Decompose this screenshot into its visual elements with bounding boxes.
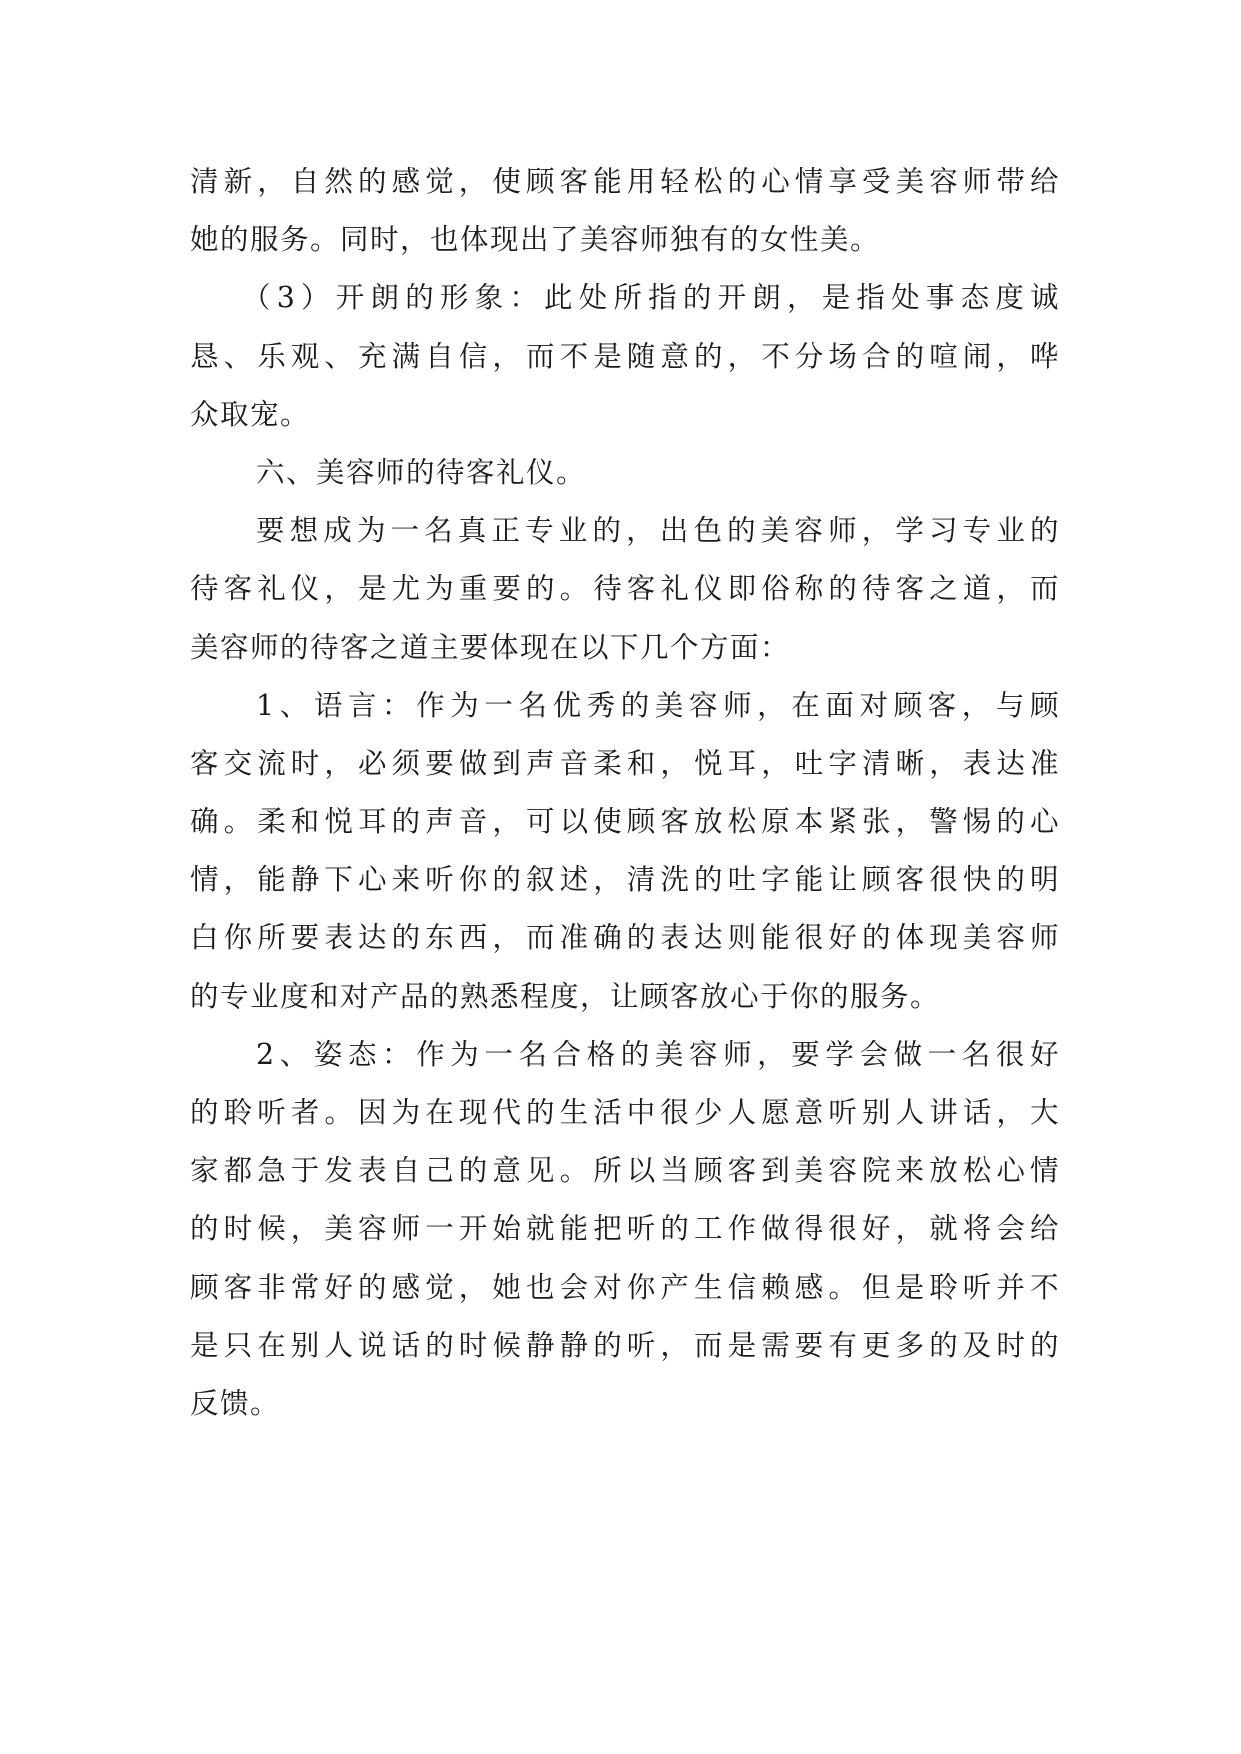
text-line: 情，能静下心来听你的叙述，清洗的吐字能让顾客很快的明 [190,863,1060,897]
text-line: 众取宠。 [190,397,311,431]
text-line: 反馈。 [190,1386,281,1420]
text-line: 待客礼仪，是尤为重要的。待客礼仪即俗称的待客之道，而 [190,572,1060,606]
text-line: （3）开朗的形象：此处所指的开朗，是指处事态度诚 [242,281,1060,315]
text-line: 恳、乐观、充满自信，而不是随意的，不分场合的喧闹，哗 [190,339,1060,373]
text-line: 要想成为一名真正专业的，出色的美容师，学习专业的 [256,514,1060,548]
text-line: 顾客非常好的感觉，她也会对你产生信赖感。但是聆听并不 [190,1270,1060,1304]
text-line: 她的服务。同时，也体现出了美容师独有的女性美。 [190,223,881,257]
text-line: 是只在别人说话的时候静静的听，而是需要有更多的及时的 [190,1328,1060,1362]
text-line: 美容师的待客之道主要体现在以下几个方面： [190,630,791,664]
text-line: 的专业度和对产品的熟悉程度，让顾客放心于你的服务。 [190,979,941,1013]
text-line: 家都急于发表自己的意见。所以当顾客到美容院来放松心情 [190,1154,1060,1188]
text-line: 确。柔和悦耳的声音，可以使顾客放松原本紧张，警惕的心 [190,805,1060,839]
text-line: 白你所要表达的东西，而准确的表达则能很好的体现美容师 [190,921,1060,955]
text-line: 1、语言：作为一名优秀的美容师，在面对顾客，与顾 [256,688,1060,722]
section-heading: 六、美容师的待客礼仪。 [256,455,587,489]
text-line: 的聆听者。因为在现代的生活中很少人愿意听别人讲话，大 [190,1096,1060,1129]
text-line: 清新，自然的感觉，使顾客能用轻松的心情享受美容师带给 [190,165,1060,198]
text-line: 客交流时，必须要做到声音柔和，悦耳，吐字清晰，表达准 [190,746,1060,780]
document-body [190,162,1060,1442]
text-line: 2、姿态：作为一名合格的美容师，要学会做一名很好 [256,1037,1060,1071]
text-line: 的时候，美容师一开始就能把听的工作做得很好，就将会给 [190,1212,1060,1246]
